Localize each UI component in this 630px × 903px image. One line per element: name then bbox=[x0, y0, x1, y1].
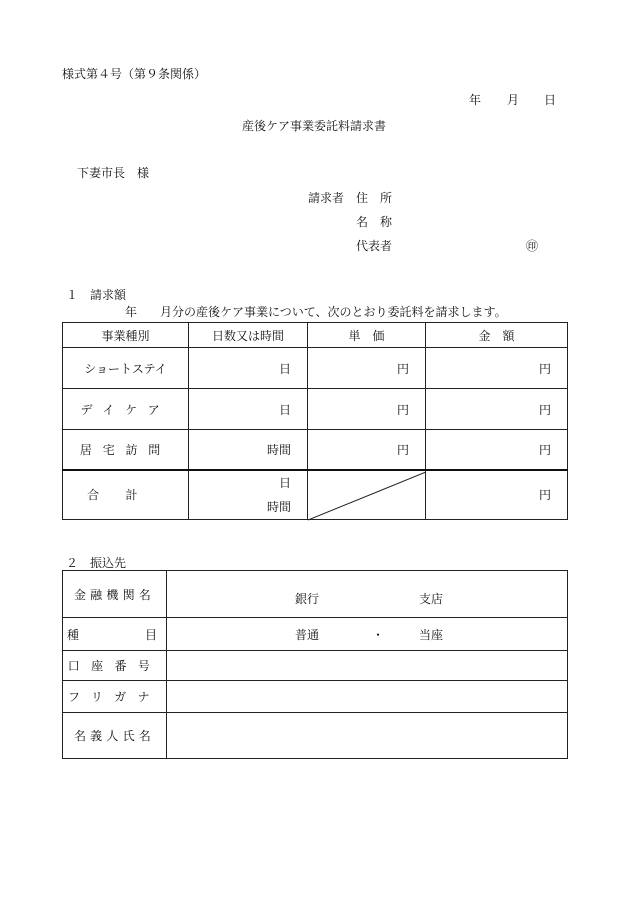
days-cell: 日 bbox=[189, 389, 308, 430]
address-label: 住 所 bbox=[356, 191, 393, 205]
document-title: 産後ケア事業委託料請求書 bbox=[242, 119, 387, 133]
claimant-label: 請求者 bbox=[308, 191, 345, 205]
claim-table bbox=[62, 322, 568, 520]
total-label: 合計 bbox=[63, 470, 189, 520]
section2-heading: ２ 振込先 bbox=[66, 556, 127, 570]
table-row bbox=[63, 389, 568, 430]
business-type-cell: デイケア bbox=[63, 389, 189, 430]
ordinary-option: 普通 bbox=[295, 628, 320, 642]
total-amount-cell: 円 bbox=[426, 470, 568, 520]
account-number-cell bbox=[167, 651, 568, 681]
seal-mark: ㊞ bbox=[526, 239, 539, 253]
header-amount: 金 額 bbox=[426, 323, 568, 348]
header-unit-price: 単 価 bbox=[308, 323, 426, 348]
branch-suffix: 支店 bbox=[419, 592, 444, 606]
name-label: 名 称 bbox=[356, 215, 393, 229]
table-row bbox=[63, 713, 568, 759]
price-cell: 円 bbox=[308, 430, 426, 470]
bank-name-label: 金融機関名 bbox=[63, 571, 167, 618]
total-days-unit: 日 bbox=[278, 475, 291, 490]
price-cell: 円 bbox=[308, 348, 426, 389]
date-year: 年 bbox=[469, 93, 482, 107]
table-row bbox=[63, 430, 568, 470]
total-price-cell-crossed bbox=[308, 470, 426, 520]
bank-suffix: 銀行 bbox=[295, 592, 320, 606]
days-cell: 日 bbox=[189, 348, 308, 389]
table-row bbox=[63, 571, 568, 618]
account-holder-cell bbox=[167, 713, 568, 759]
date-month: 月 bbox=[507, 93, 520, 107]
option-separator: ・ bbox=[372, 628, 385, 642]
addressee: 下妻市長 様 bbox=[77, 166, 150, 180]
account-type-label-cell bbox=[63, 618, 224, 651]
current-option: 当座 bbox=[419, 628, 444, 642]
representative-label: 代表者 bbox=[356, 239, 393, 253]
total-hours-unit: 時間 bbox=[266, 499, 291, 514]
account-number-label: 口座番号 bbox=[63, 651, 167, 681]
table-row bbox=[63, 681, 568, 713]
hours-cell: 時間 bbox=[189, 430, 308, 470]
business-type-cell: 居宅訪問 bbox=[63, 430, 189, 470]
table-row bbox=[63, 651, 568, 681]
header-business-type: 事業種別 bbox=[63, 323, 189, 348]
table-row bbox=[63, 348, 568, 389]
total-row bbox=[63, 470, 568, 520]
total-units-cell bbox=[189, 470, 308, 520]
business-type-cell: ショートステイ bbox=[63, 348, 189, 389]
section1-heading: １ 請求額 bbox=[66, 288, 127, 302]
table-row bbox=[63, 618, 568, 651]
date-day: 日 bbox=[544, 93, 557, 107]
bank-name-cell bbox=[167, 571, 568, 618]
amount-cell: 円 bbox=[426, 430, 568, 470]
diagonal-strike-line bbox=[308, 471, 426, 521]
furigana-cell bbox=[167, 681, 568, 713]
amount-cell: 円 bbox=[426, 348, 568, 389]
account-type-cell bbox=[167, 618, 568, 651]
section1-intro-text: 月分の産後ケア事業について、次のとおり委託料を請求します。 bbox=[160, 305, 507, 319]
amount-cell: 円 bbox=[426, 389, 568, 430]
form-number: 様式第４号（第９条関係） bbox=[62, 67, 207, 81]
claim-table-header bbox=[63, 323, 568, 348]
section1-intro-year: 年 bbox=[125, 305, 138, 319]
account-type-label: 種目 bbox=[67, 628, 224, 642]
price-cell: 円 bbox=[308, 389, 426, 430]
furigana-label: フリガナ bbox=[63, 681, 167, 713]
header-days-hours: 日数又は時間 bbox=[189, 323, 308, 348]
account-holder-label: 名義人氏名 bbox=[63, 713, 167, 759]
bank-table bbox=[62, 570, 568, 759]
